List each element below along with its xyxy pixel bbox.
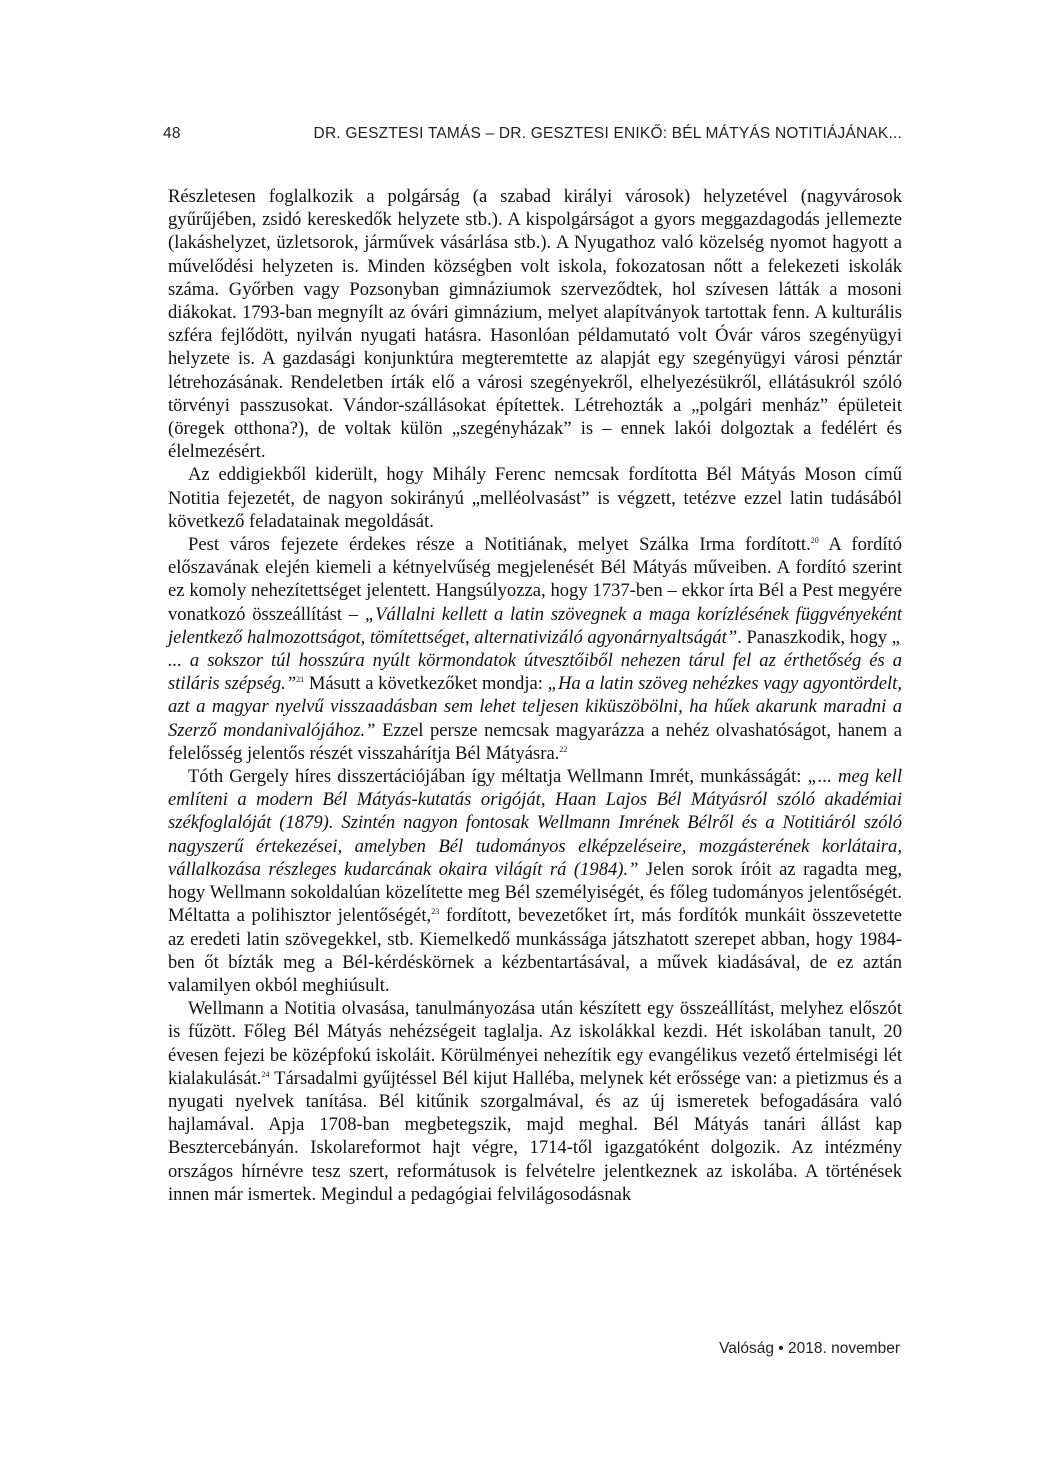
footnote-ref-20[interactable]: 20 xyxy=(810,535,819,545)
text-run: Jelen sorok íróit az ragadta meg, hogy Wellmann sokoldalúan közelítette meg Bél személyiségét, és főleg tudományos jelentőségét. Méltatta a polihisztor jelentőségét, xyxy=(168,858,902,927)
text-run: Ezzel persze nemcsak magyarázza a nehéz olvashatóságot, hanem a felelősség jelentős részét visszahárítja Bél Mátyásra. xyxy=(168,719,903,764)
text-run: . Panaszkodik, hogy xyxy=(737,626,892,648)
page-number: 48 xyxy=(163,125,181,142)
paragraph-2: Az eddigiekből kiderült, hogy Mihály Ferenc nemcsak fordította Bél Mátyás Moson című Notitia fejezetét, de nagyon sokirányú „melléolvasást” is végzett, tetézve ezzel latin tudásából következő feladatainak megoldását. xyxy=(168,464,902,532)
quote-1: „Vállalni kellett a latin szövegnek a maga korízlésének függvényeként jelentkező halmozottságot, tömítettséget, alternativizáló agyonárnyaltságát” xyxy=(168,603,902,648)
quote-3: „Ha a latin szöveg nehézkes vagy agyontördelt, azt a magyar nyelvű visszaadásban sem lehet teljesen kiküszöbölni, ha hűek akarunk maradni a Szerző mondanivalójához.” xyxy=(168,673,902,741)
text-run: Tóth Gergely híres disszertációjában így méltatja Wellmann Imrét, munkásságát: xyxy=(188,766,808,788)
paragraph-3 xyxy=(168,533,902,765)
text-run: Wellmann a Notitia olvasása, tanulmányozása után készített egy összeállítást, melyhez előszót is fűzött. Főleg Bél Mátyás nehézségeit taglalja. Az iskolákkal kezdi. Hét iskolában tanult, 20 évesen fejezi be középfokú iskoláit. Körülményei nehezítik egy evangélikus vezető értelmiségi lét kialakulását. xyxy=(168,998,902,1089)
footnote-ref-21[interactable]: 21 xyxy=(296,675,305,685)
article-body xyxy=(168,185,902,1206)
text-run: A fordító előszavának elején kiemeli a kétnyelvűség megjelenését Bél Mátyás műveiben. A fordító szerint ez komoly nehezítettséget jelentett. Hangsúlyozza, hogy 1737-ben – ekkor írta Bél a Pest megyére vonatkozó összeállítást – xyxy=(168,534,902,625)
footnote-ref-22[interactable]: 22 xyxy=(559,744,568,754)
footnote-ref-23[interactable]: 23 xyxy=(431,907,440,917)
header-title: DR. GESZTESI TAMÁS – DR. GESZTESI ENIKŐ: BÉL MÁTYÁS NOTITIÁJÁNAK... xyxy=(313,125,902,142)
paragraph-1: Részletesen foglalkozik a polgárság (a szabad királyi városok) helyzetével (nagyvárosok gyűrűjében, zsidó kereskedők helyzete stb.). A kispolgárságot a gyors meggazdagodás jellemezte (lakáshelyzet, üzletsorok, járművek vásárlása stb.). A Nyugathoz való közelség nyomot hagyott a művelődési helyzeten is. Minden községben volt iskola, fokozatosan nőtt a felekezeti iskolák száma. Győrben vagy Pozsonyban gimnáziumok szerveződtek, hol szívesen látták a mosoni diákokat. 1793-ban megnyílt az óvári gimnázium, melyet alapítványok tartottak fenn. A kulturális szféra fejlődött, nyilván nyugati hatásra. Hasonlóan példamutató volt Óvár város szegényügyi helyzete is. A gazdasági konjunktúra megteremtette az alapját egy szegényügyi városi pénztár létrehozásának. Rendeletben írták elő a városi szegényekről, elhelyezésükről, ellátásukról szóló törvényi passzusokat. Vándor-szállásokat építettek. Létrehozták a „polgári menház” épületeit (öregek otthona?), de voltak külön „szegényházak” is – ennek lakói dolgoztak a fedélért és élelmezésért. xyxy=(168,186,902,463)
paragraph-4 xyxy=(168,765,902,997)
text-run: Pest város fejezete érdekes része a Notitiának, melyet Szálka Irma fordított. xyxy=(188,534,811,556)
text-run: Másutt a következőket mondja: xyxy=(304,673,548,695)
paragraph-5 xyxy=(168,997,902,1206)
text-run: Társadalmi gyűjtéssel Bél kijut Halléba, melynek két erőssége van: a pietizmus és a nyugati nyelvek tanítása. Bél kitűnik szorgalmával, és az új ismeretek befogadására való hajlamával. Apja 1708-ban megbetegszik, majd meghal. Bél Mátyás tanári állást kap Besztercebányán. Iskolareformot hajt végre, 1714-től igazgatóként dolgozik. Az intézmény országos hírnévre tesz szert, reformátusok is felvételre jelentkeznek az iskolába. A történések innen már ismertek. Megindul a pedagógiai felvilágosodásnak xyxy=(168,1067,902,1205)
text-run: fordított, bevezetőket írt, más fordítók munkáit összevetette az eredeti latin szövegekkel, stb. Kiemelkedő munkássága játszhatott szerepet abban, hogy 1984-ben őt bízták meg a Bél-kérdéskörnek a kézbentartásával, a művek kiadásával, de ez aztán valamilyen okból meghiúsult. xyxy=(168,905,902,996)
quote-2: „ ... a sokszor túl hosszúra nyúlt körmondatok útvesztőiből nehezen tárul fel az érthetőség és a stiláris szépség.” xyxy=(168,626,902,695)
quote-4: „... meg kell említeni a modern Bél Mátyás-kutatás origóját, Haan Lajos Bél Mátyásról szóló akadémiai székfoglalóját (1879). Szintén nagyon fontosak Wellmann Imrének Bélről és a Notitiáról szóló nagyszerű értekezései, amelyben Bél tudományos elképzeléseire, mozgásterének korlátaira, vállalkozása részleges kudarcának okaira világít rá (1984).” xyxy=(168,766,902,880)
running-footer: Valóság • 2018. november xyxy=(719,1340,900,1357)
footnote-ref-24[interactable]: 24 xyxy=(261,1069,270,1079)
